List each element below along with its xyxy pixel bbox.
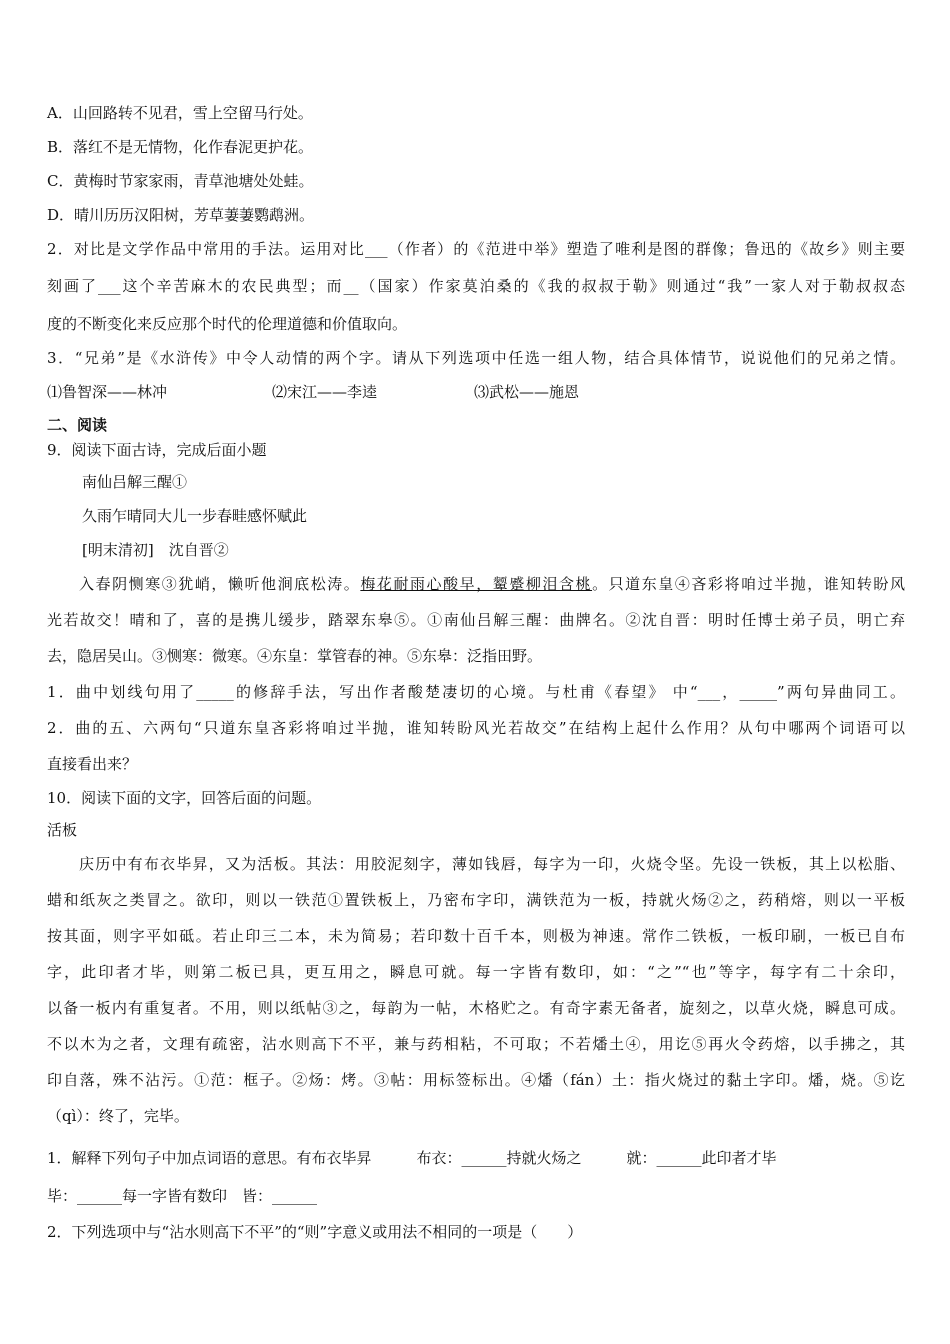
question-10-prompt: 10．阅读下面的文字，回答后面的问题。 <box>47 789 322 807</box>
question-2-line: 度的不断变化来反应那个时代的伦理道德和价值取向。 <box>47 315 408 333</box>
question-2-line: 刻画了___这个辛苦麻木的农民典型；而__（国家）作家莫泊桑的《我的叔叔于勒》则通过“我”一家人对于勒叔叔态 <box>47 277 905 295</box>
poem-text-line <box>79 574 905 594</box>
question-2-line: 2．对比是文学作品中常用的手法。运用对比___（作者）的《范进中举》塑造了唯利是图的群像；鲁迅的《故乡》则主要 <box>47 240 905 258</box>
option-c: C．黄梅时节家家雨，青草池塘处处蛙。 <box>47 172 314 190</box>
passage-line: 以备一板内有重复者。不用，则以纸帖③之，每韵为一帖，木格贮之。有奇字素无备者，旋刻之，以草火烧，瞬息可成。 <box>47 999 905 1017</box>
underlined-sentence: 梅花耐雨心酸早，颦蹙柳泪含桃 <box>360 575 593 593</box>
question-10-sub-1: 毕：______每一字皆有数印 皆：______ <box>47 1187 318 1205</box>
poem-subtitle: 久雨乍晴同大儿一步春畦感怀赋此 <box>82 507 308 525</box>
question-9-sub-2: 2．曲的五、六两句“只道东皇吝彩将咱过半抛，谁知转盼风光若故交”在结构上起什么作用？从句中哪两个词语可以 <box>47 719 905 737</box>
option-a: A．山回路转不见君，雪上空留马行处。 <box>47 104 313 122</box>
question-9-sub-1: 1．曲中划线句用了_____的修辞手法，写出作者酸楚凄切的心境。与杜甫《春望》 中“___，_____”两句异曲同工。 <box>47 683 905 701</box>
poem-text: 。只道东皇④吝彩将咱过半抛，谁知转盼风 <box>592 575 905 593</box>
question-3: 3．“兄弟”是《水浒传》中令人动情的两个字。请从下列选项中任选一组人物，结合具体情节，说说他们的兄弟之情。 <box>47 349 905 367</box>
poem-text-line: 光若故交！晴和了，喜的是携儿缓步，踏翠东皋⑤。①南仙吕解三醒：曲牌名。②沈自晋：明时任博士弟子员，明亡弃 <box>47 611 905 629</box>
question-3-choice: ⑴鲁智深——林冲 <box>47 383 168 401</box>
question-9-sub-2: 直接看出来？ <box>47 755 138 773</box>
passage-line: （qì）：终了，完毕。 <box>47 1107 189 1125</box>
poem-text-line: 去，隐居吴山。③恻寒：微寒。④东皇：掌管春的神。⑤东皋：泛指田野。 <box>47 647 543 665</box>
question-3-choice: ⑵宋江——李逵 <box>272 383 378 401</box>
poem-author: [明末清初] 沈自晋② <box>82 541 229 559</box>
passage-line: 蜡和纸灰之类冒之。欲印，则以一铁范①置铁板上，乃密布字印，满铁范为一板，持就火炀②之，药稍熔，则以一平板 <box>47 891 905 909</box>
passage-line: 按其面，则字平如砥。若止印三二本，未为简易；若印数十百千本，则极为神速。常作二铁板，一板印刷，一板已自布 <box>47 927 905 945</box>
question-9-prompt: 9．阅读下面古诗，完成后面小题 <box>47 441 267 459</box>
question-10-sub-1: 1．解释下列句子中加点词语的意思。有布衣毕昇 布衣：______持就火炀之 就：______此印者才毕 <box>47 1149 777 1167</box>
passage-line: 不以木为之者，文理有疏密，沾水则高下不平，兼与药相粘，不可取；不若燔土④，用讫⑤再火令药熔，以手拂之，其 <box>47 1035 905 1053</box>
poem-title: 南仙吕解三醒① <box>82 473 188 491</box>
question-3-choice: ⑶武松——施恩 <box>474 383 580 401</box>
passage-line: 庆历中有布衣毕昇，又为活板。其法：用胶泥刻字，薄如钱唇，每字为一印，火烧令坚。先设一铁板，其上以松脂、 <box>79 855 905 873</box>
poem-text: 入春阴恻寒③犹峭，懒听他涧底松涛。 <box>79 575 361 593</box>
passage-line: 印自落，殊不沾污。①范：框子。②炀：烤。③帖：用标签标出。④燔（fán）土：指火烧过的黏土字印。燔，烧。⑤讫 <box>47 1071 905 1089</box>
passage-line: 字，此印者才毕，则第二板已具，更互用之，瞬息可就。每一字皆有数印，如：“之”“也”等字，每字有二十余印， <box>47 963 905 981</box>
option-d: D．晴川历历汉阳树，芳草萋萋鹦鹉洲。 <box>47 206 315 224</box>
passage-title: 活板 <box>47 821 78 839</box>
option-b: B．落红不是无情物，化作春泥更护花。 <box>47 138 314 156</box>
section-title: 二、阅读 <box>47 416 108 434</box>
question-10-sub-2: 2．下列选项中与“沾水则高下不平”的“则”字意义或用法不相同的一项是（ ） <box>47 1223 583 1241</box>
